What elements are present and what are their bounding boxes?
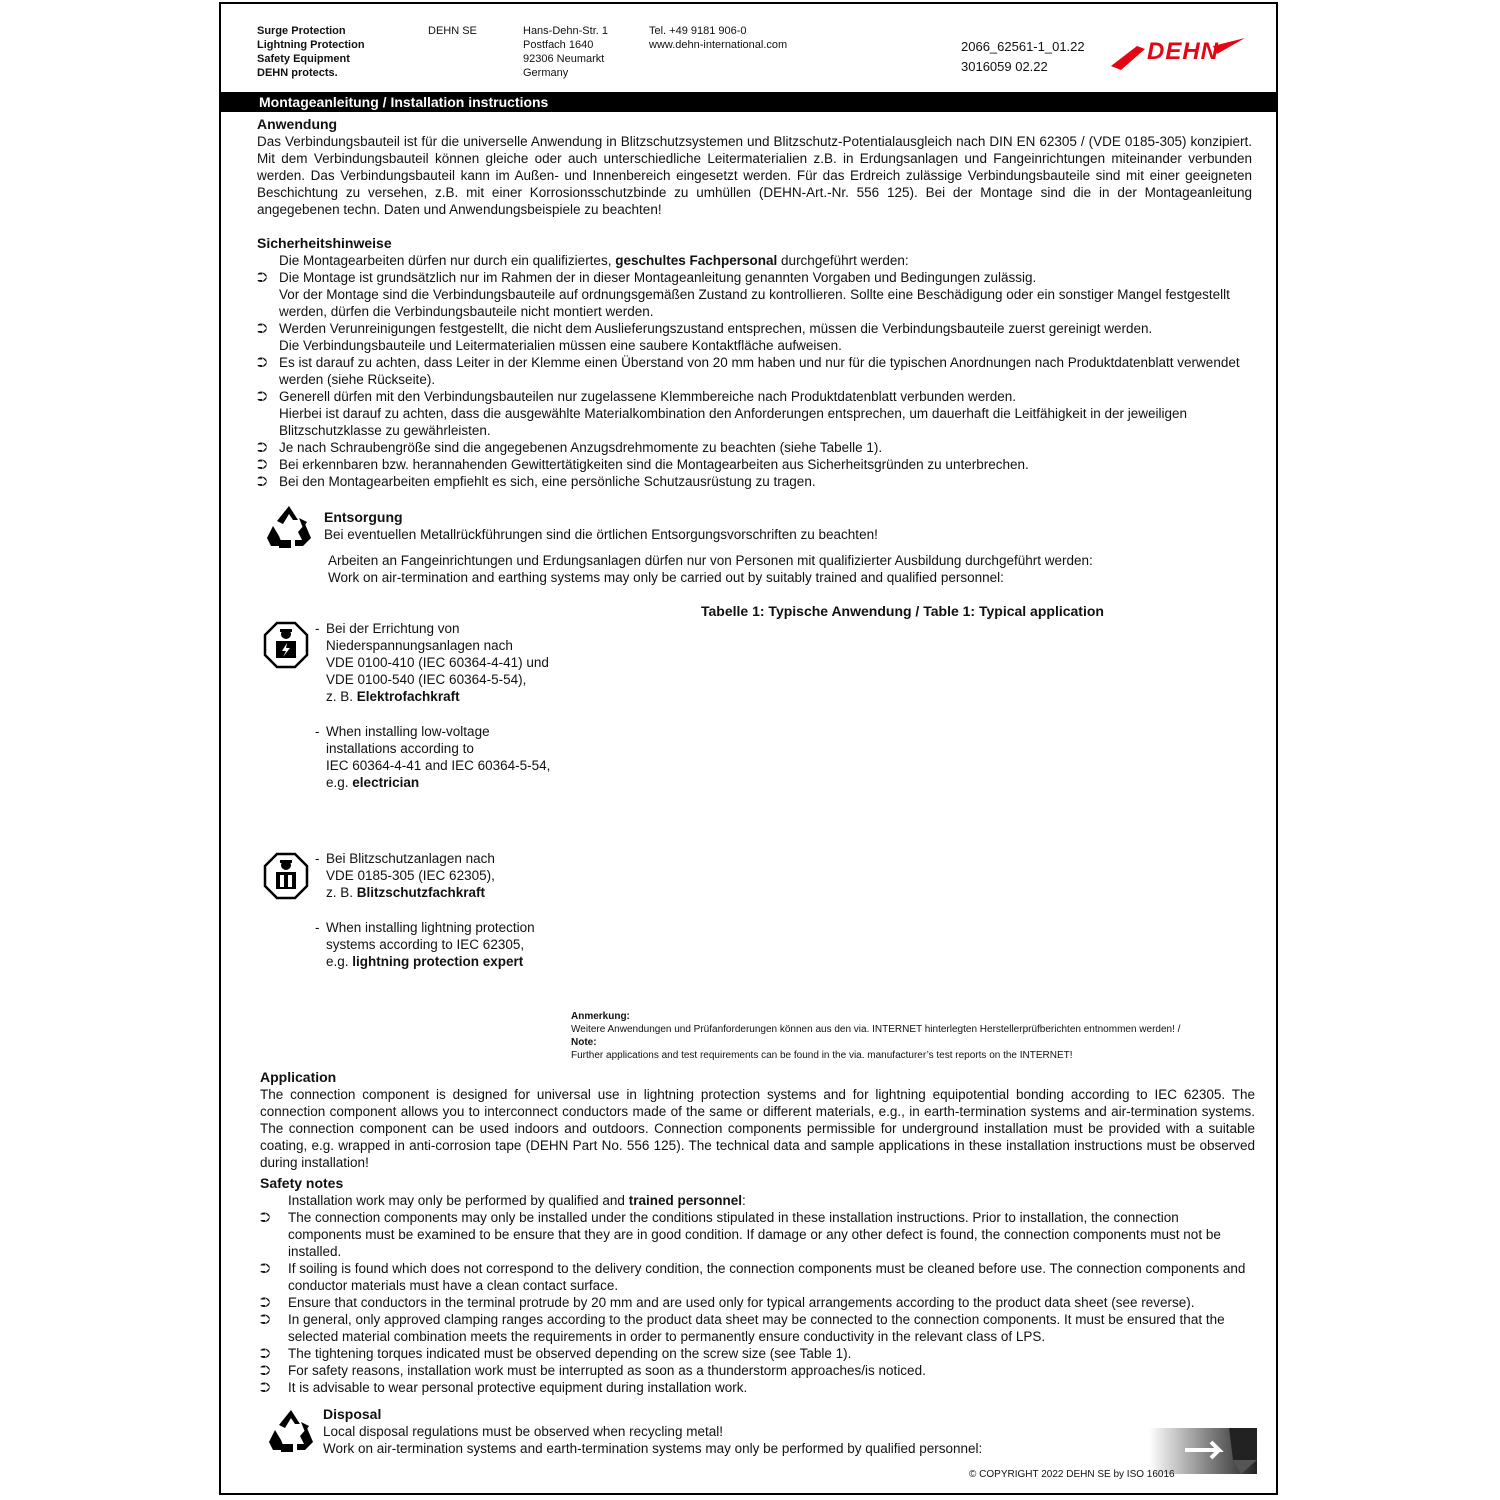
list-item: ⮊ Generell dürfen mit den Verbindungsbauteilen nur zugelassene Klemmbereiche nach Produktdatenblatt verbunden werden. Hierbei ist darauf zu achten, dass die ausgewählte Materialkombination den Anforderungen entsprechen, um dauerhaft die Leitfähigkeit in der jeweiligen Blitzschutzklasse zu gewährleisten. bbox=[257, 389, 1188, 438]
tagline: Lightning Protection bbox=[257, 39, 365, 51]
header-contact bbox=[649, 24, 787, 52]
arrow-bullet-icon: ⮊ bbox=[257, 270, 268, 285]
arrow-bullet-icon: ⮊ bbox=[260, 1261, 271, 1276]
arrow-bullet-icon: ⮊ bbox=[260, 1295, 271, 1310]
section-heading: Entsorgung bbox=[324, 509, 403, 525]
qualification-lightning-expert: - Bei Blitzschutzanlagen nach VDE 0185-305 (IEC 62305), z. B. Blitzschutzfachkraft - When installing lightning protection systems according to IEC 62305, e.g. lightning protection expert bbox=[315, 851, 535, 969]
safety-list bbox=[257, 269, 1252, 490]
list-item: ⮊ In general, only approved clamping ranges according to the product data sheet may be connected to the connection components. It must be ensured that the selected material combination meets the requirements in order to permanently ensure conductivity in the relevant class of LPS. bbox=[260, 1312, 1225, 1344]
note: Anmerkung: Weitere Anwendungen und Prüfanforderungen können aus den via. INTERNET hinterlegten Herstellerprüfberichten entnommen werden! / Note: Further applications and test requirements can be found in the via. manufacturer’s test reports on the INTERNET! bbox=[571, 1011, 1181, 1061]
doc-number: 3016059 02.22 bbox=[961, 59, 1048, 74]
arrow-bullet-icon: ⮊ bbox=[260, 1210, 271, 1225]
list-item: ⮊ Je nach Schraubengröße sind die angegebenen Anzugsdrehmomente zu beachten (siehe Tabelle 1). bbox=[257, 440, 883, 455]
safety-list bbox=[260, 1209, 1255, 1396]
list-item: ⮊ Werden Verunreinigungen festgestellt, die nicht dem Auslieferungszustand entsprechen, müssen die Verbindungsbauteile zuerst gereinigt werden. Die Verbindungsbauteile und Leitermaterialien müssen eine saubere Kontaktfläche aufweisen. bbox=[257, 321, 1153, 353]
copyright: © COPYRIGHT 2022 DEHN SE by ISO 16016 bbox=[969, 1469, 1175, 1480]
recycle-icon bbox=[265, 504, 313, 550]
section-sicherheitshinweise bbox=[257, 235, 1252, 490]
section-anwendung bbox=[257, 116, 1252, 218]
document-page bbox=[219, 2, 1278, 1495]
arrow-bullet-icon: ⮊ bbox=[260, 1363, 271, 1378]
dehn-logo bbox=[1109, 32, 1249, 74]
arrow-bullet-icon: ⮊ bbox=[257, 440, 268, 455]
title-bar bbox=[221, 92, 1276, 112]
tagline: Safety Equipment bbox=[257, 53, 350, 65]
list-item: ⮊ It is advisable to wear personal protective equipment during installation work. bbox=[260, 1380, 748, 1395]
arrow-bullet-icon: ⮊ bbox=[257, 474, 268, 489]
section-heading: Safety notes bbox=[260, 1175, 344, 1191]
website-link[interactable]: www.dehn-international.com bbox=[649, 39, 788, 51]
list-item: ⮊ If soiling is found which does not correspond to the delivery condition, the connection components must be cleaned before use. The connection components and conductor materials must have a clean contact surface. bbox=[260, 1261, 1246, 1293]
list-item: ⮊ The tightening torques indicated must be observed depending on the screw size (see Table 1). bbox=[260, 1346, 852, 1361]
section-heading: Application bbox=[260, 1069, 337, 1085]
recycle-icon bbox=[267, 1408, 315, 1454]
arrow-bullet-icon: ⮊ bbox=[257, 321, 268, 336]
arrow-bullet-icon: ⮊ bbox=[260, 1312, 271, 1327]
section-disposal: Disposal Local disposal regulations must be observed when recycling metal! Work on air-termination systems and earth-termination systems may only be performed by qualified personnel: bbox=[323, 1406, 1123, 1457]
paragraph: Das Verbindungsbauteil ist für die universelle Anwendung in Blitzschutzsystemen und Blitzschutz-Potentialausgleich nach DIN EN 62305 / (VDE 0185-305) konzipiert. Mit dem Verbindungsbauteil können gleiche oder auch unterschiedliche Leitermaterialien z.B. in Erdungsanlagen und Fangeinrichtungen miteinander verbunden werden. Das Verbindungsbauteil kann im Außen- und Innenbereich eingesetzt werden. Für das Erdreich zulässige Verbindungsbauteile sind mit einer geeigneten Beschichtung zu versehen, z.B. mit einer Korrosionsschutzbinde zu umhüllen (DEHN-Art.-Nr. 556 125). Bei der Montage sind die in der Montageanleitung angegebenen techn. Daten und Anwendungsbeispiele zu beachten! bbox=[257, 134, 1252, 217]
electrician-icon bbox=[263, 621, 309, 669]
qualification-note: Arbeiten an Fangeinrichtungen und Erdungsanlagen dürfen nur von Personen mit qualifizierter Ausbildung durchgeführt werden: Work on air-termination and earthing systems may only be carried out by suitably trained and qualified personnel: bbox=[328, 553, 1093, 585]
tagline: Surge Protection bbox=[257, 25, 346, 37]
table-title: Tabelle 1: Typische Anwendung / Table 1: Typical application bbox=[701, 603, 1104, 619]
header-company: DEHN SE bbox=[428, 25, 477, 37]
list-item: ⮊ Die Montage ist grundsätzlich nur im Rahmen der in dieser Montageanleitung genannten Vorgaben und Bedingungen zulässig. Vor der Montage sind die Verbindungsbauteile auf ordnungsgemäßen Zustand zu kontrollieren. Sollte eine Beschädigung oder ein sonstiger Mangel festgestellt werden, dürfen die Verbindungsbauteile nicht montiert werden. bbox=[257, 270, 1230, 319]
paragraph: The connection component is designed for universal use in lightning protection systems and for lightning equipotential bonding according to IEC 62305. The connection component allows you to interconnect conductors made of the same or different materials, e.g., in earth-termination systems and air-termination systems. The connection component can be used indoors and outdoors. Connection components permissible for underground installation must be provided with a suitable coating, e.g. wrapped in anti-corrosion tape (DEHN Part No. 556 125). The technical data and sample applications in these installation instructions must be observed during installation! bbox=[260, 1087, 1255, 1170]
arrow-bullet-icon: ⮊ bbox=[257, 355, 268, 370]
logo-text: DEHN bbox=[1147, 38, 1220, 65]
arrow-bullet-icon: ⮊ bbox=[260, 1380, 271, 1395]
tagline: DEHN protects. bbox=[257, 67, 338, 79]
list-item: ⮊ Es ist darauf zu achten, dass Leiter in der Klemme einen Überstand von 20 mm haben und nur für die typischen Anordnungen nach Produktdatenblatt verwendet werden (siehe Rückseite). bbox=[257, 355, 1240, 387]
qualification-electrician: - Bei der Errichtung von Niederspannungsanlagen nach VDE 0100-410 (IEC 60364-4-41) und VDE 0100-540 (IEC 60364-5-54), z. B. Elektrofachkraft - When installing low-voltage installations according to IEC 60364-4-41 and IEC 60364-5-54, e.g. electrician bbox=[315, 621, 551, 790]
safety-intro: Die Montagearbeiten dürfen nur durch ein qualifiziertes, geschultes Fachpersonal durchgeführt werden: bbox=[279, 253, 909, 268]
section-application bbox=[260, 1069, 1255, 1171]
list-item: ⮊ The connection components may only be installed under the conditions stipulated in these installation instructions. Prior to installation, the connection components must be examined to be ensure that they are in good condition. If damage or any other defect is found, the connection components must not be installed. bbox=[260, 1210, 1221, 1259]
header-address: Hans-Dehn-Str. 1 Postfach 1640 92306 Neumarkt Germany bbox=[523, 25, 608, 79]
phone: Tel. +49 9181 906-0 bbox=[649, 25, 747, 37]
arrow-bullet-icon: ⮊ bbox=[257, 457, 268, 472]
header-taglines bbox=[257, 24, 365, 80]
list-item: ⮊ Bei den Montagearbeiten empfiehlt es sich, eine persönliche Schutzausrüstung zu tragen. bbox=[257, 474, 816, 489]
arrow-bullet-icon: ⮊ bbox=[260, 1346, 271, 1361]
section-safety-notes bbox=[260, 1175, 1255, 1396]
list-item: ⮊ Bei erkennbaren bzw. herannahenden Gewittertätigkeiten sind die Montagearbeiten aus Sicherheitsgründen zu unterbrechen. bbox=[257, 457, 1029, 472]
doc-code: 2066_62561-1_01.22 bbox=[961, 39, 1085, 54]
safety-intro: Installation work may only be performed by qualified and trained personnel: bbox=[288, 1193, 746, 1208]
page-title: Montageanleitung / Installation instructions bbox=[259, 94, 549, 110]
paragraph: Bei eventuellen Metallrückführungen sind die örtlichen Entsorgungsvorschriften zu beachten! bbox=[324, 527, 878, 542]
section-entsorgung bbox=[324, 509, 1224, 543]
section-heading: Sicherheitshinweise bbox=[257, 235, 392, 251]
list-item: ⮊ Ensure that conductors in the terminal protrude by 20 mm and are used only for typical arrangements according to the product data sheet (see reverse). bbox=[260, 1295, 1195, 1310]
lightning-expert-icon bbox=[263, 852, 309, 900]
section-heading: Anwendung bbox=[257, 116, 338, 132]
arrow-bullet-icon: ⮊ bbox=[257, 389, 268, 404]
list-item: ⮊ For safety reasons, installation work must be interrupted as soon as a thunderstorm approaches/is noticed. bbox=[260, 1363, 926, 1378]
section-heading: Disposal bbox=[323, 1406, 382, 1422]
